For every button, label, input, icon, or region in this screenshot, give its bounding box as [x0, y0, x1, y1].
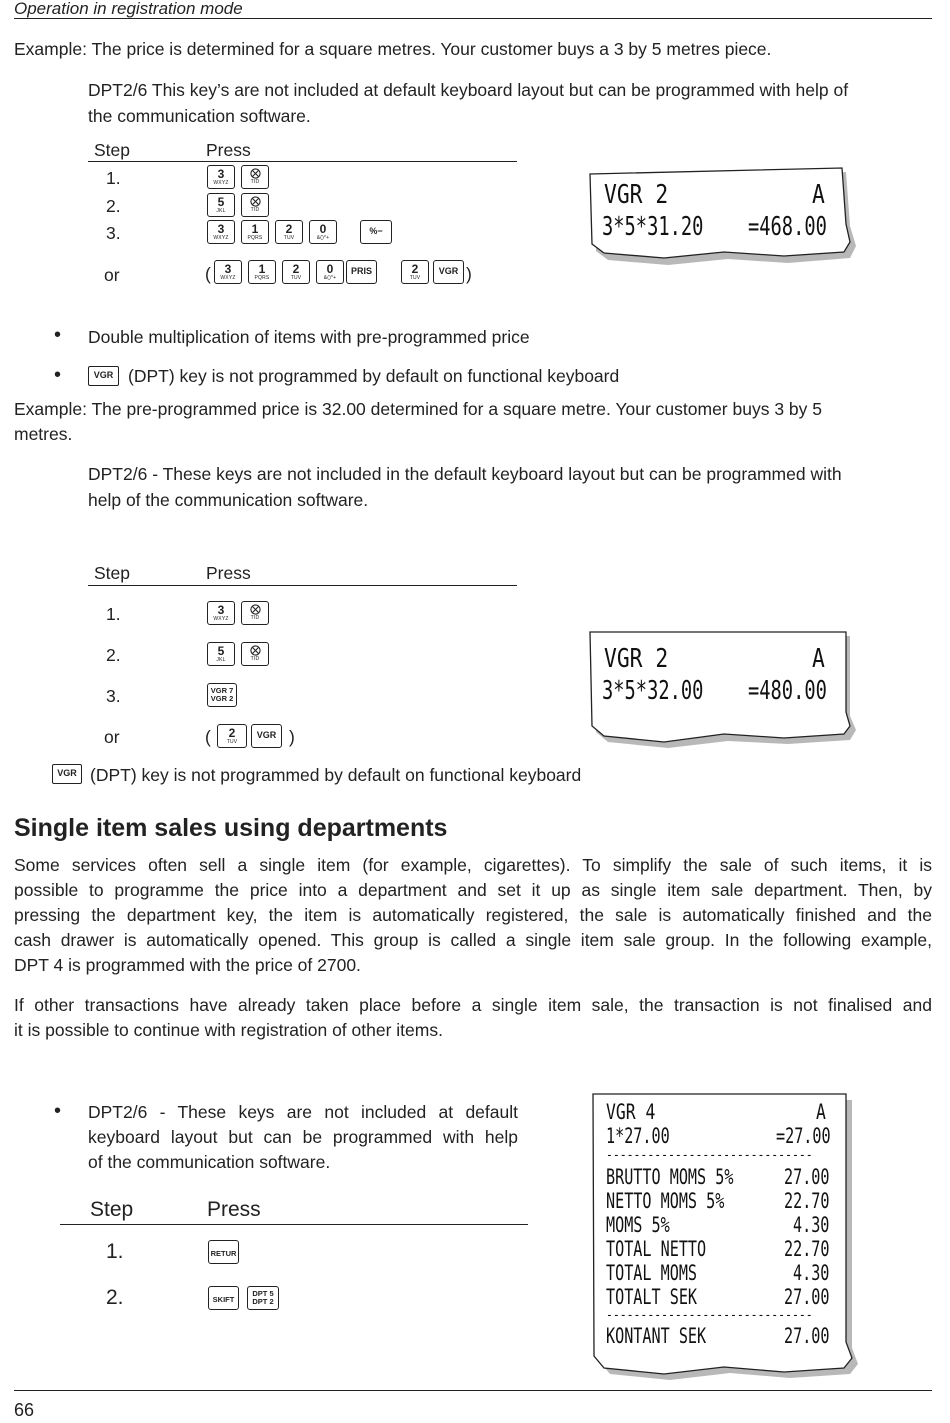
- key-3: 3 WXYZ: [207, 220, 235, 244]
- note-text-1-line2: the communication software.: [88, 106, 311, 126]
- paragraph-line: cash drawer is automatically opened. This group is called a single item sale group. In the following example,: [14, 930, 932, 950]
- bullet-text: (DPT) key is not programmed by default on functional keyboard: [128, 366, 620, 386]
- bullet-dot: •: [54, 364, 62, 386]
- step-number: 1.: [106, 1240, 124, 1263]
- key-3: 3 WXYZ: [214, 260, 242, 284]
- receipt-row-label: TOTAL NETTO: [606, 1237, 707, 1261]
- receipt-line: 3*5*31.20: [602, 212, 704, 242]
- note-line: keyboard layout but can be programmed with help: [88, 1127, 518, 1147]
- multiply-icon: [250, 645, 261, 656]
- receipt-display-1: [588, 166, 860, 270]
- example-text-1: Example: The price is determined for a square metres. Your customer buys a 3 by 5 metres piece.: [14, 39, 772, 59]
- note-text-1-line1: DPT2/6 This key’s are not included at default keyboard layout but can be programmed with help of: [88, 80, 849, 100]
- key-multiply-time: TID: [241, 601, 269, 625]
- note-text-3: [88, 1100, 518, 1175]
- receipt-row-label: VGR 4: [606, 1100, 656, 1124]
- key-0: 0 &()*+: [316, 260, 344, 284]
- step-number: 2.: [106, 645, 121, 665]
- or-label: or: [104, 265, 120, 285]
- receipt-row-label: 1*27.00: [606, 1124, 670, 1148]
- receipt-amount: =480.00: [748, 676, 827, 706]
- steps-table-rule: [88, 585, 517, 586]
- receipt-row-label: BRUTTO MOMS 5%: [606, 1165, 734, 1189]
- step-column-header: Step: [90, 1198, 134, 1221]
- receipt-flag: A: [812, 180, 825, 210]
- page-header-title: Operation in registration mode: [14, 0, 243, 18]
- section-title: Single item sales using departments: [14, 814, 448, 842]
- receipt-row-label: NETTO MOMS 5%: [606, 1189, 725, 1213]
- receipt-row-value: 4.30: [793, 1261, 830, 1285]
- receipt-display-3: [590, 1092, 862, 1382]
- key-3: 3 WXYZ: [207, 601, 235, 625]
- note-line: of the communication software.: [88, 1152, 331, 1172]
- step-number: 3.: [106, 686, 121, 706]
- receipt-row-label: KONTANT SEK: [606, 1324, 707, 1348]
- key-1: 1 PQRS: [248, 260, 276, 284]
- receipt-row-label: TOTALT SEK: [606, 1285, 698, 1309]
- key-3: 3 WXYZ: [207, 165, 235, 189]
- example-text-2-line2: metres.: [14, 424, 73, 444]
- example-text-2-line1: Example: The pre-programmed price is 32.00 determined for a square metre. Your customer buys 3 by 5: [14, 399, 822, 419]
- header-divider: [14, 18, 932, 19]
- receipt-amount: =468.00: [748, 212, 827, 242]
- step-number: 2.: [106, 196, 121, 216]
- multiply-icon: [250, 604, 261, 615]
- key-2: 2 TUV: [275, 220, 303, 244]
- close-paren: ): [466, 264, 472, 284]
- key-5: 5 JKL: [207, 642, 235, 666]
- note-line: DPT2/6 - These keys are not included at default: [88, 1102, 518, 1122]
- open-paren: (: [205, 727, 211, 747]
- step-number: 1.: [106, 604, 121, 624]
- paragraph-line: possible to programme the price into a department and set it up as single item sale department. Then, by: [14, 880, 932, 900]
- key-2: 2 TUV: [217, 724, 247, 748]
- paragraph-line: it is possible to continue with registration of other items.: [14, 1020, 443, 1040]
- key-vgr7-vgr2: VGR 7 VGR 2: [207, 683, 237, 707]
- key-2: 2 TUV: [282, 260, 310, 284]
- receipt-row-value: =27.00: [776, 1124, 831, 1148]
- key-0: 0 &()*+: [309, 220, 337, 244]
- close-paren: ): [289, 727, 295, 747]
- receipt-flag: A: [812, 644, 825, 674]
- note-text-2-line1: DPT2/6 - These keys are not included in the default keyboard layout but can be programmed with: [88, 464, 842, 484]
- receipt-separator: ------------------------------: [606, 1308, 813, 1323]
- step-number: 1.: [106, 168, 121, 188]
- receipt-row-value: 27.00: [784, 1285, 830, 1309]
- bullet-dot: •: [54, 1100, 62, 1122]
- step-number: 2.: [106, 1286, 124, 1309]
- receipt-row-value: 22.70: [784, 1237, 830, 1261]
- key-multiply-time: TID: [241, 193, 269, 217]
- key-retur: RETUR: [208, 1240, 239, 1264]
- key-skift: SKIFT: [208, 1286, 239, 1310]
- receipt-line: VGR 2: [604, 180, 669, 210]
- key-vgr: VGR: [251, 724, 282, 748]
- paragraph-2: [14, 993, 932, 1043]
- receipt-row-label: MOMS 5%: [606, 1213, 670, 1237]
- or-label: or: [104, 727, 120, 747]
- press-column-header: Press: [207, 1198, 261, 1221]
- key-1: 1 PQRS: [241, 220, 269, 244]
- page-number: 66: [14, 1400, 35, 1420]
- multiply-icon: [250, 168, 261, 179]
- receipt-line: VGR 2: [604, 644, 669, 674]
- receipt-row-value: 27.00: [784, 1165, 830, 1189]
- key-pris: PRIS: [346, 260, 377, 284]
- dpt-note-text: (DPT) key is not programmed by default on functional keyboard: [90, 765, 582, 785]
- steps-table-rule: [88, 161, 517, 162]
- paragraph-line: Some services often sell a single item (for example, cigarettes). To simplify the sale of such items, it is: [14, 855, 932, 875]
- paragraph-1: [14, 853, 932, 978]
- press-column-header: Press: [206, 140, 251, 160]
- receipt-display-2: [588, 630, 860, 752]
- key-5: 5 JKL: [207, 193, 235, 217]
- multiply-icon: [250, 196, 261, 207]
- key-percent-minus: %−: [360, 220, 392, 244]
- step-number: 3.: [106, 223, 121, 243]
- receipt-row-value: 4.30: [793, 1213, 830, 1237]
- paragraph-line: pressing the department key, the item is automatically registered, the sale is automatically finished and the: [14, 905, 932, 925]
- receipt-separator: ------------------------------: [606, 1148, 813, 1163]
- paragraph-line: DPT 4 is programmed with the price of 2700.: [14, 955, 361, 975]
- key-multiply-time: TID: [241, 165, 269, 189]
- receipt-row-value: 22.70: [784, 1189, 830, 1213]
- key-vgr: VGR: [433, 260, 464, 284]
- footer-divider: [14, 1390, 932, 1391]
- key-dpt5-dpt2: DPT 5 DPT 2: [247, 1286, 279, 1310]
- key-vgr: VGR: [52, 764, 82, 784]
- receipt-line: 3*5*32.00: [602, 676, 704, 706]
- paragraph-line: If other transactions have already taken place before a single item sale, the transaction is not finalised and: [14, 995, 932, 1015]
- receipt-row-label: TOTAL MOMS: [606, 1261, 698, 1285]
- step-column-header: Step: [94, 563, 130, 583]
- steps-table-rule: [60, 1224, 528, 1225]
- open-paren: (: [205, 264, 211, 284]
- receipt-row-value: A: [816, 1100, 826, 1124]
- key-2: 2 TUV: [401, 260, 429, 284]
- bullet-dot: •: [54, 324, 62, 346]
- press-column-header: Press: [206, 563, 251, 583]
- step-column-header: Step: [94, 140, 130, 160]
- bullet-text: Double multiplication of items with pre-programmed price: [88, 327, 530, 347]
- receipt-row-value: 27.00: [784, 1324, 830, 1348]
- key-vgr: VGR: [88, 366, 119, 386]
- key-multiply-time: TID: [241, 642, 269, 666]
- note-text-2-line2: help of the communication software.: [88, 490, 369, 510]
